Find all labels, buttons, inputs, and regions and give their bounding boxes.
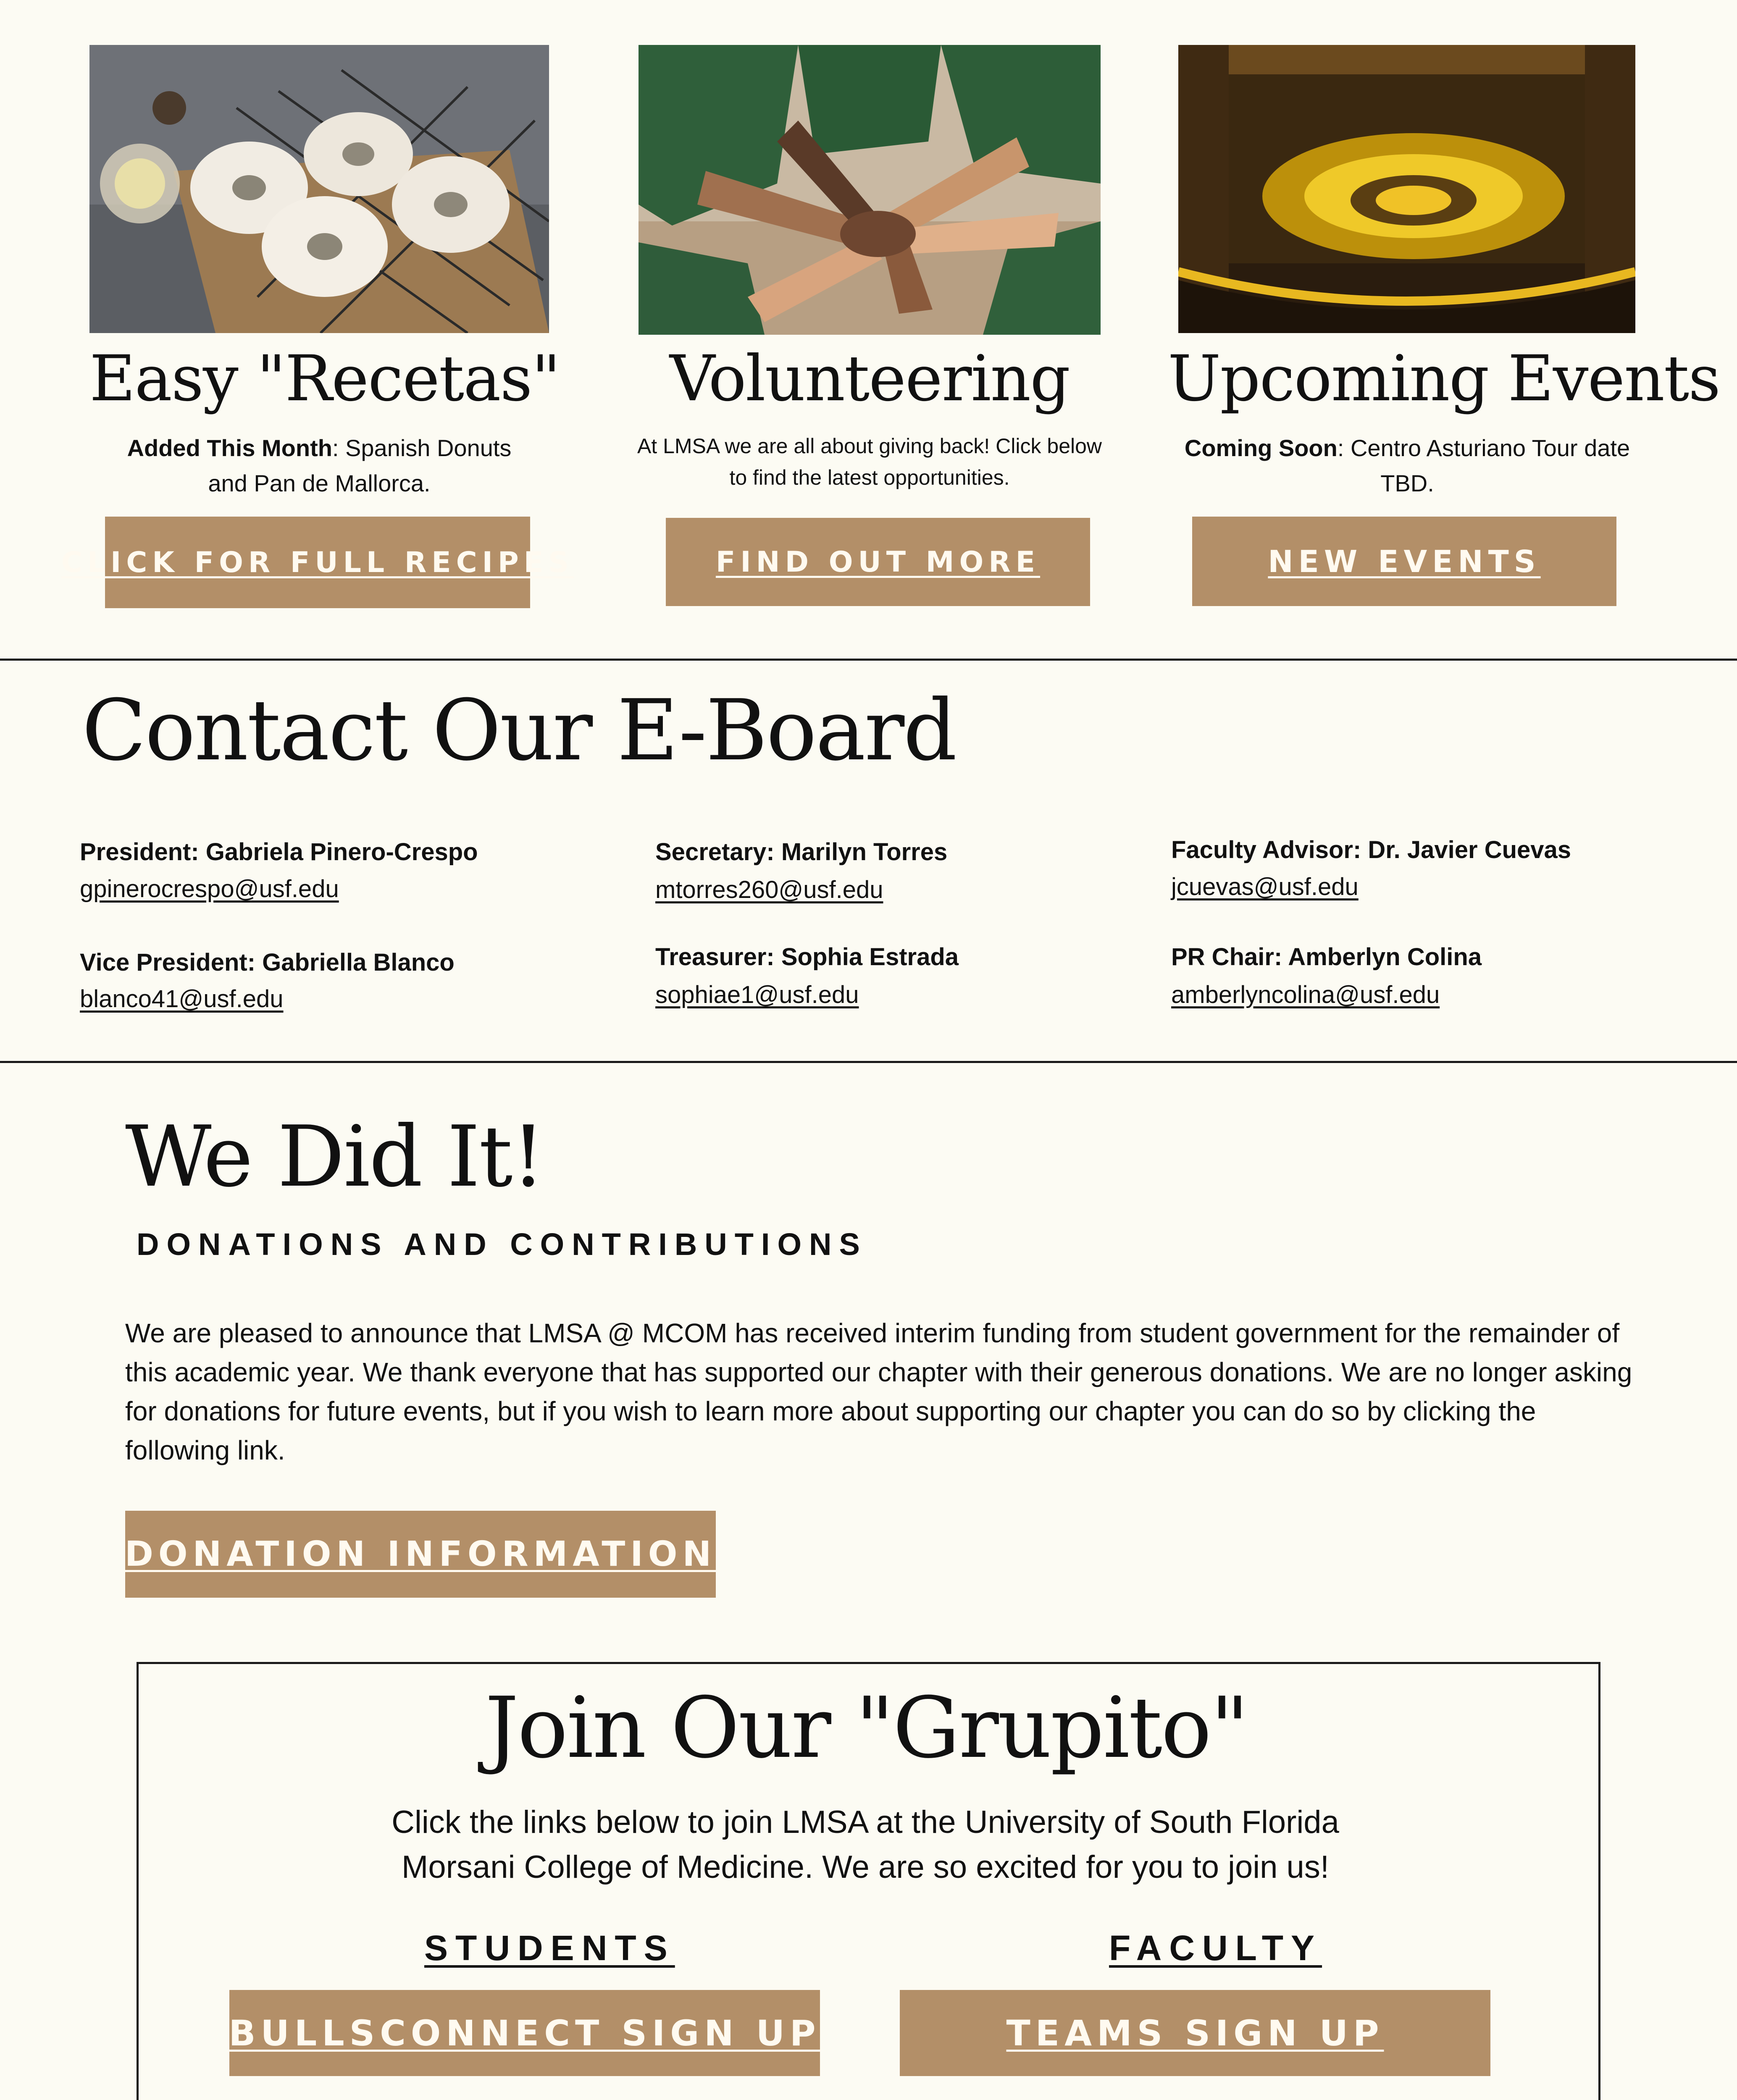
events-text-rest: : Centro Asturiano Tour date TBD.: [1337, 435, 1630, 496]
upcoming-events-title: Upcoming Events: [1168, 342, 1720, 415]
events-text-bold: Coming Soon: [1184, 435, 1338, 461]
recipes-text-bold: Added This Month: [127, 435, 332, 461]
find-out-more-button[interactable]: FIND OUT MORE: [666, 518, 1090, 606]
eboard-role-treasurer: Treasurer: Sophia Estrada: [655, 943, 959, 971]
students-heading: STUDENTS: [424, 1928, 675, 1968]
donations-body: We are pleased to announce that LMSA @ MCOM has received interim funding from student government for the remainder of this academic year. We thank everyone that has supported our chapter with their generous donations. We are no longer asking for donations for future events, but if you wish to learn more about supporting our chapter you can do so by clicking the following link.: [125, 1318, 1632, 1465]
eboard-email-treasurer[interactable]: sophiae1@usf.edu: [655, 981, 859, 1008]
donation-information-button[interactable]: DONATION INFORMATION: [125, 1511, 716, 1598]
recipes-title: Easy "Recetas": [89, 342, 560, 415]
full-recipes-button[interactable]: CLICK FOR FULL RECIPES: [105, 517, 530, 608]
section-divider-middle: [0, 1061, 1737, 1063]
events-text: [1176, 430, 1638, 501]
eboard-title: Contact Our E-Board: [82, 682, 956, 780]
eboard-email-secretary[interactable]: mtorres260@usf.edu: [655, 876, 883, 903]
eboard-email-faculty-advisor[interactable]: jcuevas@usf.edu: [1171, 873, 1359, 900]
eboard-email-pr-chair[interactable]: amberlyncolina@usf.edu: [1171, 981, 1440, 1008]
section-divider-top: [0, 659, 1737, 661]
powdered-donuts-photo: [89, 45, 549, 333]
volunteering-text: At LMSA we are all about giving back! Click below to find the latest opportunities.: [637, 434, 1102, 489]
join-text: Click the links below to join LMSA at the University of South Florida Morsani College of Medicine. We are so excited for you to join us!: [392, 1804, 1339, 1885]
eboard-email-president[interactable]: gpinerocrespo@usf.edu: [80, 875, 339, 903]
new-events-button[interactable]: NEW EVENTS: [1192, 517, 1616, 606]
eboard-role-pr-chair: PR Chair: Amberlyn Colina: [1171, 943, 1482, 971]
stacked-hands-photo: [639, 45, 1101, 335]
faculty-teams-sign-up-button[interactable]: TEAMS SIGN UP: [900, 1990, 1490, 2076]
join-title: Join Our "Grupito": [485, 1679, 1248, 1777]
bullsconnect-sign-up-button[interactable]: BULLSCONNECT SIGN UP: [229, 1990, 820, 2076]
candlelit-theater-photo: [1178, 45, 1635, 333]
eboard-email-vice-president[interactable]: blanco41@usf.edu: [80, 985, 284, 1013]
faculty-heading: FACULTY: [1109, 1928, 1322, 1968]
eboard-role-secretary: Secretary: Marilyn Torres: [655, 838, 948, 866]
recipes-text-rest: : Spanish Donuts and Pan de Mallorca.: [208, 435, 512, 496]
volunteering-title: Volunteering: [669, 342, 1070, 415]
donations-subtitle: DONATIONS AND CONTRIBUTIONS: [137, 1227, 867, 1262]
eboard-role-vice-president: Vice President: Gabriella Blanco: [80, 949, 455, 976]
donations-title: We Did It!: [125, 1108, 544, 1206]
eboard-role-faculty-advisor: Faculty Advisor: Dr. Javier Cuevas: [1171, 836, 1571, 864]
recipes-text: [105, 430, 533, 501]
eboard-role-president: President: Gabriela Pinero-Crespo: [80, 838, 478, 866]
